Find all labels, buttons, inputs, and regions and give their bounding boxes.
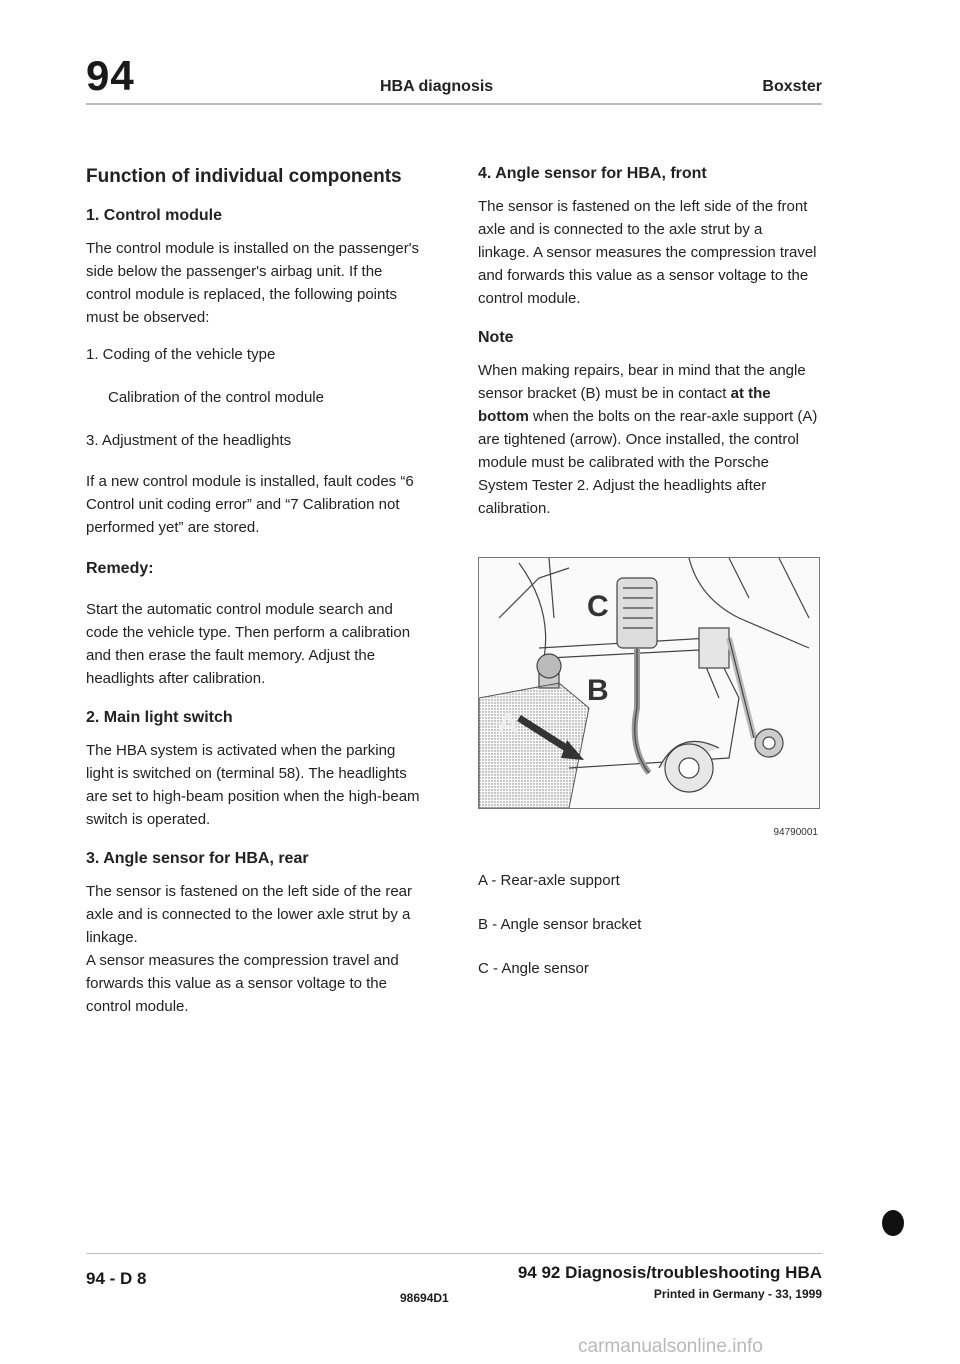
- note-label: Note: [478, 329, 514, 346]
- list-item: 3. Adjustment of the headlights: [86, 432, 292, 449]
- figure-code: 94790001: [773, 827, 818, 838]
- footer-printed: Printed in Germany - 33, 1999: [653, 1287, 822, 1301]
- main-light-title: 2. Main light switch: [86, 709, 233, 726]
- footer-section-title: 94 92 Diagnosis/troubleshooting HBA: [517, 1263, 822, 1282]
- figure-label-b: B: [587, 674, 609, 707]
- watermark: carmanualsonline.info: [578, 1336, 763, 1357]
- right-column: [478, 162, 818, 534]
- chapter-number: 94: [86, 52, 135, 99]
- figure-legend: [478, 869, 818, 1001]
- page-number: 94 - D 8: [86, 1269, 147, 1288]
- footer-rule: [86, 1253, 822, 1254]
- angle-front-text: The sensor is fastened on the left side of the front axle and is connected to the axle strut by a linkage. A sensor measures the compression travel and forwards this value as a sensor voltage to the control module.: [478, 198, 817, 307]
- legend-item-b: B - Angle sensor bracket: [478, 916, 642, 933]
- legend-item-a: A - Rear-axle support: [478, 872, 620, 889]
- sensor-illustration: [479, 558, 819, 808]
- legend-item-c: C - Angle sensor: [478, 960, 589, 977]
- angle-rear-text-2: A sensor measures the compression travel and forwards this value as a sensor voltage to the control module.: [86, 952, 399, 1015]
- control-module-text: The control module is installed on the passenger's side below the passenger's airbag unit. If the control module is replaced, the following points must be observed:: [86, 240, 420, 326]
- header-rule: [86, 103, 822, 105]
- list-item: 1. Coding of the vehicle type: [86, 346, 276, 363]
- remedy-label: Remedy:: [86, 560, 154, 577]
- header-title: HBA diagnosis: [380, 78, 494, 95]
- figure-label-a: A: [497, 707, 519, 740]
- document-code: 98694D1: [400, 1291, 449, 1305]
- angle-rear-title: 3. Angle sensor for HBA, rear: [86, 850, 309, 867]
- control-module-title: 1. Control module: [86, 207, 222, 224]
- left-column: [86, 165, 426, 1032]
- fault-codes-text: If a new control module is installed, fault codes “6 Control unit coding error” and “7 Calibration not performed yet” are stored.: [86, 473, 414, 536]
- main-light-text: The HBA system is activated when the parking light is switched on (terminal 58). The headlights are set to high-beam position when the high-beam switch is operated.: [86, 742, 420, 828]
- note-text: When making repairs, bear in mind that the angle sensor bracket (B) must be in contact at the bottom when the bolts on the rear-axle support (A) are tightened (arrow). Once installed, the control module must be calibrated with the Porsche System Tester 2. Adjust the headlights after calibration.: [478, 362, 818, 517]
- angle-rear-text: The sensor is fastened on the left side of the rear axle and is connected to the lower axle strut by a linkage.: [86, 883, 413, 946]
- angle-sensor-figure: [478, 557, 820, 809]
- header-model: Boxster: [762, 78, 822, 95]
- punch-hole-mark: [882, 1210, 904, 1236]
- remedy-text: Start the automatic control module search and code the vehicle type. Then perform a calibration and then erase the fault memory. Adjust the headlights after calibration.: [86, 601, 411, 687]
- list-item: Calibration of the control module: [108, 389, 324, 406]
- figure-label-c: C: [587, 590, 609, 623]
- angle-front-title: 4. Angle sensor for HBA, front: [478, 165, 707, 182]
- section-heading: Function of individual components: [86, 166, 402, 187]
